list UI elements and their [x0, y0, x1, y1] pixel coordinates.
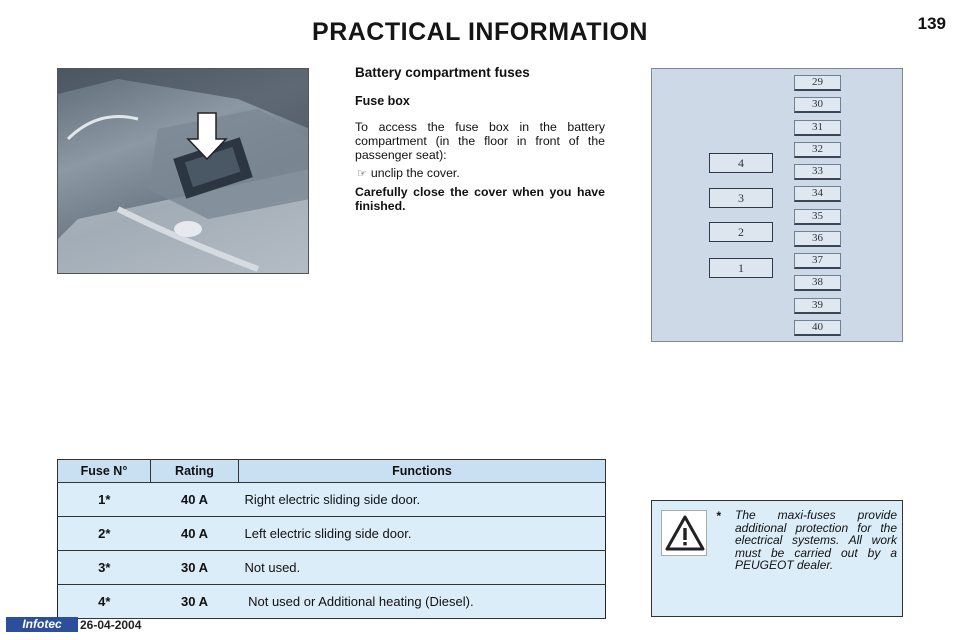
table-header-row	[58, 460, 606, 483]
fuse-box-diagram	[651, 68, 903, 342]
note-text: The maxi-fuses provide additional protection for the electrical systems. All work must be carried out by a PEUGEOT dealer.	[735, 508, 897, 572]
header-rating: Rating	[151, 460, 239, 483]
fuse-39: 39	[794, 298, 841, 314]
closing-paragraph: Carefully close the cover when you have finished.	[355, 185, 605, 213]
fuse-slot-1: 1	[709, 258, 773, 278]
fuse-slot-4: 4	[709, 153, 773, 173]
access-paragraph: To access the fuse box in the battery compartment (in the floor in front of the passenger seat):	[355, 120, 605, 162]
cell-rating: 30 A	[151, 551, 239, 585]
table-row	[58, 517, 606, 551]
cell-function: Not used.	[239, 551, 606, 585]
table-row	[58, 585, 606, 619]
fuse-37: 37	[794, 253, 841, 269]
table-row	[58, 551, 606, 585]
fuse-30: 30	[794, 97, 841, 113]
header-functions: Functions	[239, 460, 606, 483]
fuse-33: 33	[794, 164, 841, 180]
bullet-item	[355, 166, 605, 181]
fuse-31: 31	[794, 120, 841, 136]
fuse-table	[57, 459, 606, 619]
page-title: PRACTICAL INFORMATION	[312, 18, 648, 46]
note-asterisk: *	[716, 509, 721, 523]
footer-date: 26-04-2004	[80, 618, 142, 632]
fuse-slot-3: 3	[709, 188, 773, 208]
section-title: Battery compartment fuses	[355, 65, 530, 80]
infotec-logo: Infotec	[6, 617, 78, 632]
fuse-29: 29	[794, 75, 841, 91]
cell-function: Not used or Additional heating (Diesel).	[239, 585, 606, 619]
fuse-40: 40	[794, 320, 841, 336]
table-row	[58, 483, 606, 517]
cell-function: Left electric sliding side door.	[239, 517, 606, 551]
warning-note	[651, 500, 903, 617]
fuse-36: 36	[794, 231, 841, 247]
fuse-32: 32	[794, 142, 841, 158]
cell-fuse: 4*	[58, 585, 151, 619]
fuse-38: 38	[794, 275, 841, 291]
cell-function: Right electric sliding side door.	[239, 483, 606, 517]
header-fuse-no: Fuse N°	[58, 460, 151, 483]
fuse-35: 35	[794, 209, 841, 225]
cell-fuse: 2*	[58, 517, 151, 551]
cell-rating: 40 A	[151, 517, 239, 551]
cell-fuse: 3*	[58, 551, 151, 585]
page-number: 139	[917, 14, 946, 33]
cell-rating: 30 A	[151, 585, 239, 619]
instructions	[355, 66, 605, 213]
cell-fuse: 1*	[58, 483, 151, 517]
fuse-slot-2: 2	[709, 222, 773, 242]
section-subtitle: Fuse box	[355, 94, 410, 108]
warning-icon	[661, 510, 707, 556]
pointing-hand-icon: ☞	[357, 168, 367, 180]
fuse-34: 34	[794, 186, 841, 202]
battery-compartment-photo	[57, 68, 309, 274]
bullet-text: unclip the cover.	[370, 166, 460, 180]
cell-rating: 40 A	[151, 483, 239, 517]
